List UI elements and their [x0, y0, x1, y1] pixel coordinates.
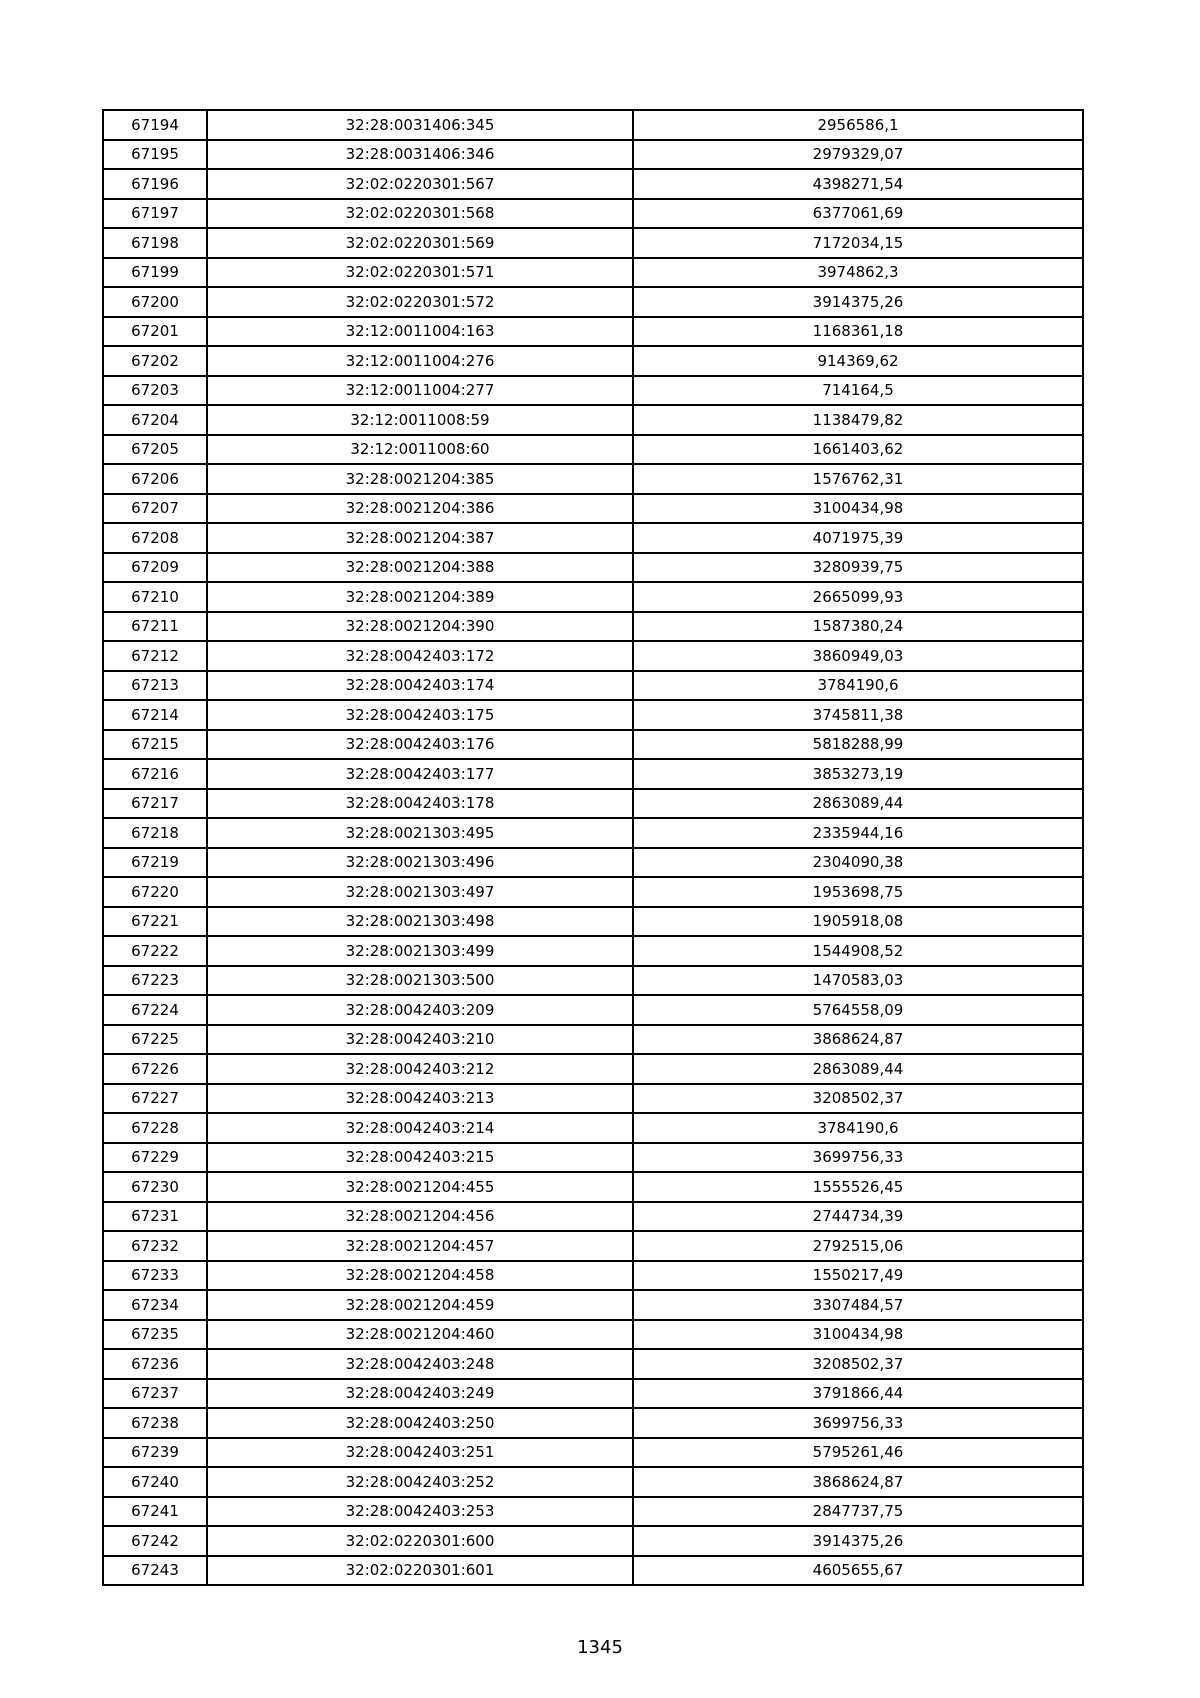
row-number-cell: 67203 — [103, 376, 207, 406]
table-row — [103, 317, 1083, 347]
value-cell: 1953698,75 — [633, 877, 1083, 907]
value-cell: 2304090,38 — [633, 848, 1083, 878]
row-number-cell: 67228 — [103, 1113, 207, 1143]
value-cell: 5795261,46 — [633, 1438, 1083, 1468]
cadastral-number-cell: 32:28:0042403:213 — [207, 1084, 633, 1114]
table-row — [103, 1172, 1083, 1202]
table-row — [103, 523, 1083, 553]
table-row — [103, 110, 1083, 140]
value-cell: 2979329,07 — [633, 140, 1083, 170]
cadastral-number-cell: 32:02:0220301:600 — [207, 1526, 633, 1556]
value-cell: 3745811,38 — [633, 700, 1083, 730]
row-number-cell: 67242 — [103, 1526, 207, 1556]
row-number-cell: 67207 — [103, 494, 207, 524]
table-row — [103, 494, 1083, 524]
value-cell: 1587380,24 — [633, 612, 1083, 642]
row-number-cell: 67199 — [103, 258, 207, 288]
value-cell: 3784190,6 — [633, 671, 1083, 701]
value-cell: 2847737,75 — [633, 1497, 1083, 1527]
row-number-cell: 67239 — [103, 1438, 207, 1468]
cadastral-number-cell: 32:28:0042403:210 — [207, 1025, 633, 1055]
value-cell: 3868624,87 — [633, 1467, 1083, 1497]
cadastral-value-table — [102, 109, 1084, 1586]
cadastral-number-cell: 32:02:0220301:571 — [207, 258, 633, 288]
cadastral-number-cell: 32:28:0021303:499 — [207, 936, 633, 966]
row-number-cell: 67196 — [103, 169, 207, 199]
row-number-cell: 67235 — [103, 1320, 207, 1350]
row-number-cell: 67225 — [103, 1025, 207, 1055]
table-row — [103, 1467, 1083, 1497]
row-number-cell: 67232 — [103, 1231, 207, 1261]
row-number-cell: 67231 — [103, 1202, 207, 1232]
value-cell: 6377061,69 — [633, 199, 1083, 229]
row-number-cell: 67194 — [103, 110, 207, 140]
value-cell: 3860949,03 — [633, 641, 1083, 671]
cadastral-number-cell: 32:12:0011004:276 — [207, 346, 633, 376]
cadastral-number-cell: 32:28:0021204:460 — [207, 1320, 633, 1350]
cadastral-number-cell: 32:28:0021204:386 — [207, 494, 633, 524]
value-cell: 1576762,31 — [633, 464, 1083, 494]
table-row — [103, 700, 1083, 730]
cadastral-number-cell: 32:02:0220301:567 — [207, 169, 633, 199]
table-row — [103, 1231, 1083, 1261]
value-cell: 3699756,33 — [633, 1143, 1083, 1173]
cadastral-number-cell: 32:02:0220301:572 — [207, 287, 633, 317]
row-number-cell: 67195 — [103, 140, 207, 170]
row-number-cell: 67202 — [103, 346, 207, 376]
row-number-cell: 67221 — [103, 907, 207, 937]
table-row — [103, 346, 1083, 376]
table-row — [103, 435, 1083, 465]
table-row — [103, 1143, 1083, 1173]
table-row — [103, 1349, 1083, 1379]
table-row — [103, 936, 1083, 966]
cadastral-number-cell: 32:12:0011008:60 — [207, 435, 633, 465]
row-number-cell: 67226 — [103, 1054, 207, 1084]
table-row — [103, 553, 1083, 583]
value-cell: 3784190,6 — [633, 1113, 1083, 1143]
cadastral-number-cell: 32:02:0220301:569 — [207, 228, 633, 258]
table-row — [103, 140, 1083, 170]
row-number-cell: 67233 — [103, 1261, 207, 1291]
value-cell: 3914375,26 — [633, 287, 1083, 317]
value-cell: 1544908,52 — [633, 936, 1083, 966]
cadastral-number-cell: 32:28:0042403:250 — [207, 1408, 633, 1438]
row-number-cell: 67197 — [103, 199, 207, 229]
value-cell: 3791866,44 — [633, 1379, 1083, 1409]
table-row — [103, 1320, 1083, 1350]
table-row — [103, 1556, 1083, 1586]
table-row — [103, 612, 1083, 642]
row-number-cell: 67211 — [103, 612, 207, 642]
row-number-cell: 67227 — [103, 1084, 207, 1114]
table-body — [103, 110, 1083, 1585]
table-row — [103, 848, 1083, 878]
row-number-cell: 67237 — [103, 1379, 207, 1409]
cadastral-number-cell: 32:28:0042403:172 — [207, 641, 633, 671]
value-cell: 3974862,3 — [633, 258, 1083, 288]
table-row — [103, 818, 1083, 848]
row-number-cell: 67214 — [103, 700, 207, 730]
cadastral-number-cell: 32:12:0011004:277 — [207, 376, 633, 406]
row-number-cell: 67243 — [103, 1556, 207, 1586]
cadastral-number-cell: 32:28:0042403:252 — [207, 1467, 633, 1497]
row-number-cell: 67204 — [103, 405, 207, 435]
cadastral-number-cell: 32:12:0011008:59 — [207, 405, 633, 435]
value-cell: 3100434,98 — [633, 494, 1083, 524]
value-cell: 5764558,09 — [633, 995, 1083, 1025]
table-row — [103, 907, 1083, 937]
value-cell: 1550217,49 — [633, 1261, 1083, 1291]
table-row — [103, 199, 1083, 229]
value-cell: 1555526,45 — [633, 1172, 1083, 1202]
row-number-cell: 67215 — [103, 730, 207, 760]
value-cell: 2744734,39 — [633, 1202, 1083, 1232]
table-row — [103, 258, 1083, 288]
table-row — [103, 1202, 1083, 1232]
cadastral-number-cell: 32:28:0021303:495 — [207, 818, 633, 848]
table-row — [103, 228, 1083, 258]
cadastral-number-cell: 32:28:0031406:346 — [207, 140, 633, 170]
row-number-cell: 67220 — [103, 877, 207, 907]
table-row — [103, 1054, 1083, 1084]
row-number-cell: 67223 — [103, 966, 207, 996]
row-number-cell: 67217 — [103, 789, 207, 819]
cadastral-number-cell: 32:28:0021204:456 — [207, 1202, 633, 1232]
table-row — [103, 287, 1083, 317]
value-cell: 3699756,33 — [633, 1408, 1083, 1438]
value-cell: 2863089,44 — [633, 1054, 1083, 1084]
table-row — [103, 169, 1083, 199]
value-cell: 1138479,82 — [633, 405, 1083, 435]
table-row — [103, 1113, 1083, 1143]
row-number-cell: 67236 — [103, 1349, 207, 1379]
table-row — [103, 789, 1083, 819]
value-cell: 3208502,37 — [633, 1084, 1083, 1114]
page-number: 1345 — [577, 1637, 623, 1658]
row-number-cell: 67209 — [103, 553, 207, 583]
value-cell: 1470583,03 — [633, 966, 1083, 996]
table-row — [103, 1290, 1083, 1320]
value-cell: 3280939,75 — [633, 553, 1083, 583]
value-cell: 914369,62 — [633, 346, 1083, 376]
row-number-cell: 67218 — [103, 818, 207, 848]
value-cell: 7172034,15 — [633, 228, 1083, 258]
row-number-cell: 67206 — [103, 464, 207, 494]
value-cell: 2335944,16 — [633, 818, 1083, 848]
cadastral-number-cell: 32:28:0021204:455 — [207, 1172, 633, 1202]
value-cell: 2863089,44 — [633, 789, 1083, 819]
table-row — [103, 376, 1083, 406]
cadastral-number-cell: 32:28:0042403:174 — [207, 671, 633, 701]
table-row — [103, 1526, 1083, 1556]
value-cell: 3307484,57 — [633, 1290, 1083, 1320]
value-cell: 3853273,19 — [633, 759, 1083, 789]
row-number-cell: 67201 — [103, 317, 207, 347]
table-row — [103, 1261, 1083, 1291]
cadastral-number-cell: 32:28:0021204:458 — [207, 1261, 633, 1291]
row-number-cell: 67212 — [103, 641, 207, 671]
row-number-cell: 67216 — [103, 759, 207, 789]
cadastral-number-cell: 32:28:0021204:385 — [207, 464, 633, 494]
cadastral-number-cell: 32:28:0021204:389 — [207, 582, 633, 612]
table-row — [103, 1379, 1083, 1409]
cadastral-number-cell: 32:28:0042403:249 — [207, 1379, 633, 1409]
cadastral-number-cell: 32:28:0021204:457 — [207, 1231, 633, 1261]
cadastral-number-cell: 32:28:0042403:214 — [207, 1113, 633, 1143]
cadastral-number-cell: 32:12:0011004:163 — [207, 317, 633, 347]
cadastral-number-cell: 32:28:0042403:248 — [207, 1349, 633, 1379]
row-number-cell: 67238 — [103, 1408, 207, 1438]
value-cell: 3208502,37 — [633, 1349, 1083, 1379]
table-row — [103, 730, 1083, 760]
table-row — [103, 1438, 1083, 1468]
cadastral-number-cell: 32:28:0021204:390 — [207, 612, 633, 642]
row-number-cell: 67208 — [103, 523, 207, 553]
table-row — [103, 995, 1083, 1025]
value-cell: 2665099,93 — [633, 582, 1083, 612]
table-row — [103, 1025, 1083, 1055]
value-cell: 2792515,06 — [633, 1231, 1083, 1261]
cadastral-number-cell: 32:28:0021204:387 — [207, 523, 633, 553]
row-number-cell: 67200 — [103, 287, 207, 317]
table-row — [103, 1408, 1083, 1438]
table-row — [103, 1084, 1083, 1114]
table-row — [103, 405, 1083, 435]
row-number-cell: 67241 — [103, 1497, 207, 1527]
cadastral-number-cell: 32:28:0021204:459 — [207, 1290, 633, 1320]
cadastral-number-cell: 32:02:0220301:601 — [207, 1556, 633, 1586]
table-row — [103, 759, 1083, 789]
table-row — [103, 966, 1083, 996]
row-number-cell: 67213 — [103, 671, 207, 701]
row-number-cell: 67222 — [103, 936, 207, 966]
row-number-cell: 67230 — [103, 1172, 207, 1202]
value-cell: 4605655,67 — [633, 1556, 1083, 1586]
cadastral-number-cell: 32:28:0031406:345 — [207, 110, 633, 140]
cadastral-number-cell: 32:28:0021204:388 — [207, 553, 633, 583]
cadastral-number-cell: 32:28:0042403:209 — [207, 995, 633, 1025]
row-number-cell: 67229 — [103, 1143, 207, 1173]
cadastral-number-cell: 32:28:0021303:500 — [207, 966, 633, 996]
row-number-cell: 67219 — [103, 848, 207, 878]
value-cell: 3914375,26 — [633, 1526, 1083, 1556]
value-cell: 714164,5 — [633, 376, 1083, 406]
cadastral-number-cell: 32:28:0042403:177 — [207, 759, 633, 789]
value-cell: 1661403,62 — [633, 435, 1083, 465]
value-cell: 1905918,08 — [633, 907, 1083, 937]
table-row — [103, 464, 1083, 494]
table-row — [103, 582, 1083, 612]
cadastral-number-cell: 32:02:0220301:568 — [207, 199, 633, 229]
cadastral-number-cell: 32:28:0042403:251 — [207, 1438, 633, 1468]
row-number-cell: 67234 — [103, 1290, 207, 1320]
cadastral-number-cell: 32:28:0042403:178 — [207, 789, 633, 819]
cadastral-number-cell: 32:28:0021303:496 — [207, 848, 633, 878]
row-number-cell: 67205 — [103, 435, 207, 465]
table-row — [103, 877, 1083, 907]
table-row — [103, 671, 1083, 701]
value-cell: 1168361,18 — [633, 317, 1083, 347]
cadastral-number-cell: 32:28:0042403:253 — [207, 1497, 633, 1527]
table-row — [103, 641, 1083, 671]
value-cell: 4398271,54 — [633, 169, 1083, 199]
value-cell: 5818288,99 — [633, 730, 1083, 760]
cadastral-number-cell: 32:28:0042403:176 — [207, 730, 633, 760]
cadastral-number-cell: 32:28:0021303:498 — [207, 907, 633, 937]
value-cell: 2956586,1 — [633, 110, 1083, 140]
table-row — [103, 1497, 1083, 1527]
value-cell: 4071975,39 — [633, 523, 1083, 553]
row-number-cell: 67240 — [103, 1467, 207, 1497]
row-number-cell: 67198 — [103, 228, 207, 258]
value-cell: 3100434,98 — [633, 1320, 1083, 1350]
value-cell: 3868624,87 — [633, 1025, 1083, 1055]
cadastral-number-cell: 32:28:0042403:212 — [207, 1054, 633, 1084]
row-number-cell: 67224 — [103, 995, 207, 1025]
cadastral-number-cell: 32:28:0021303:497 — [207, 877, 633, 907]
cadastral-number-cell: 32:28:0042403:175 — [207, 700, 633, 730]
row-number-cell: 67210 — [103, 582, 207, 612]
cadastral-number-cell: 32:28:0042403:215 — [207, 1143, 633, 1173]
